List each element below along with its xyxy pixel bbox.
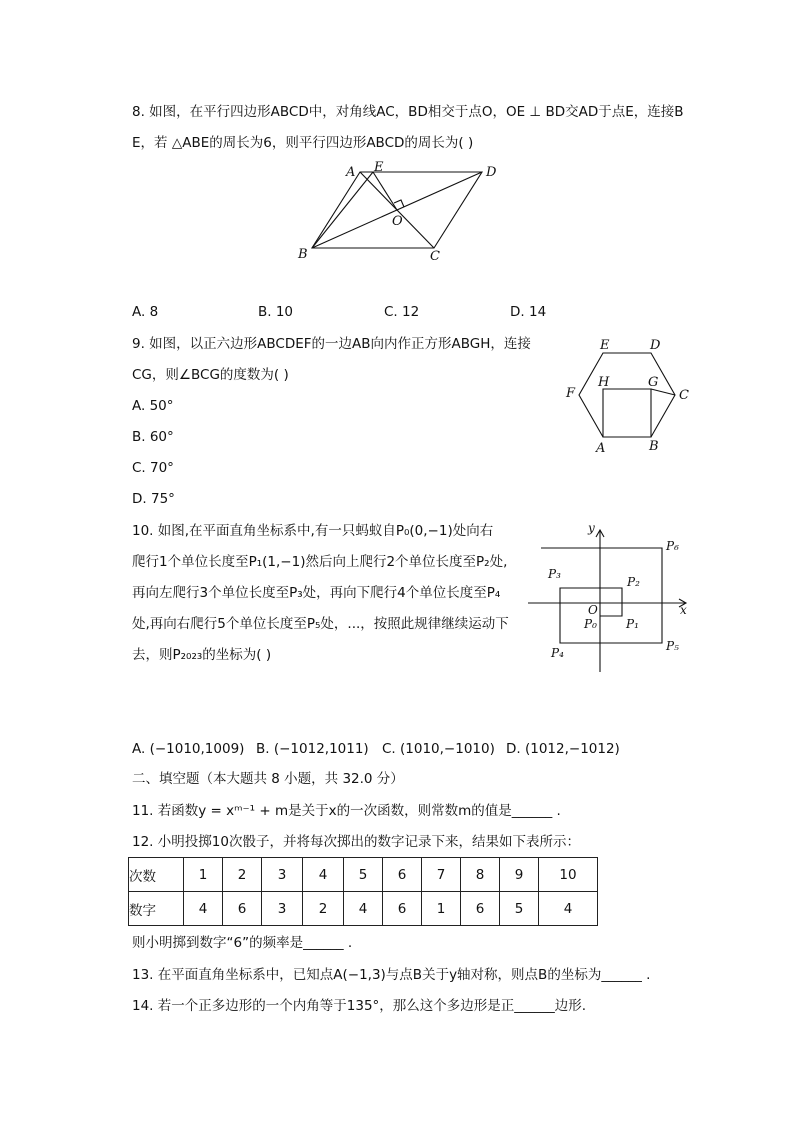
table-cell: 4 xyxy=(539,892,598,926)
table-cell: 1 xyxy=(184,858,223,892)
q11-text: 11. 若函数y = xᵐ⁻¹ + m是关于x的一次函数，则常数m的值是______ . xyxy=(132,803,561,819)
q10-label-p3: P₃ xyxy=(548,567,561,581)
q9-label-e: E xyxy=(600,338,610,353)
q10-label-o: O xyxy=(588,603,598,617)
q8-option-c: C. 12 xyxy=(384,304,420,320)
q8-option-d: D. 14 xyxy=(510,304,547,320)
q9-label-h: H xyxy=(598,375,610,390)
q9-option-a: A. 50° xyxy=(132,398,174,414)
q13-text: 13. 在平面直角坐标系中，已知点A(−1,3)与点B关于y轴对称，则点B的坐标为______ . xyxy=(132,967,651,983)
q10-option-b: B. (−1012,1011) xyxy=(256,741,369,757)
table-cell: 5 xyxy=(500,892,539,926)
q10-label-p2: P₂ xyxy=(627,575,640,589)
q8-option-a: A. 8 xyxy=(132,304,159,320)
q9-option-d: D. 75° xyxy=(132,491,175,507)
table-cell: 10 xyxy=(539,858,598,892)
q10-label-p6: P₆ xyxy=(666,539,679,553)
table-cell: 6 xyxy=(383,858,422,892)
q9-label-f: F xyxy=(566,386,576,401)
q10-option-a: A. (−1010,1009) xyxy=(132,741,245,757)
q8-label-b: B xyxy=(298,247,308,262)
q12-stem: 12. 小明投掷10次骰子，并将每次掷出的数字记录下来，结果如下表所示： xyxy=(132,834,580,850)
q10-label-x: x xyxy=(680,603,687,617)
table-cell: 3 xyxy=(262,858,303,892)
table-row xyxy=(129,892,598,926)
q8-segment-oe xyxy=(373,172,397,210)
q9-line-1: 9. 如图，以正六边形ABCDEF的一边AB向内作正方形ABGH，连接 xyxy=(132,336,531,352)
q10-label-p0: P₀ xyxy=(584,617,597,631)
table-cell: 6 xyxy=(383,892,422,926)
q10-label-p1: P₁ xyxy=(626,617,639,631)
table-row xyxy=(129,858,598,892)
q9-label-a: A xyxy=(596,441,606,456)
table-cell: 4 xyxy=(344,892,383,926)
q9-label-c: C xyxy=(679,388,689,403)
q8-label-e: E xyxy=(374,160,384,175)
table-cell: 9 xyxy=(500,858,539,892)
q14-text: 14. 若一个正多边形的一个内角等于135°，那么这个多边形是正______边形. xyxy=(132,998,587,1014)
q9-label-g: G xyxy=(648,375,659,390)
q10-spiral-path xyxy=(541,548,662,643)
table-cell: 8 xyxy=(461,858,500,892)
q12-table xyxy=(128,857,598,926)
table-cell: 4 xyxy=(184,892,223,926)
q9-hexagon xyxy=(579,353,675,437)
q8-option-b: B. 10 xyxy=(258,304,294,320)
q10-label-p5: P₅ xyxy=(666,639,679,653)
table-cell: 1 xyxy=(422,892,461,926)
q10-option-d: D. (1012,−1012) xyxy=(506,741,620,757)
q9-label-b: B xyxy=(649,439,659,454)
q8-line-1: 8. 如图，在平行四边形ABCD中，对角线AC，BD相交于点O，OE ⊥ BD交AD于点E，连接B xyxy=(132,104,684,120)
table-header-cell: 数字 xyxy=(129,892,184,926)
q9-line-2: CG，则∠BCG的度数为( ) xyxy=(132,367,289,383)
q9-option-c: C. 70° xyxy=(132,460,174,476)
table-cell: 7 xyxy=(422,858,461,892)
table-cell: 5 xyxy=(344,858,383,892)
table-cell: 2 xyxy=(303,892,344,926)
table-cell: 3 xyxy=(262,892,303,926)
q8-label-c: C xyxy=(430,249,440,264)
q10-label-y: y xyxy=(588,521,595,535)
table-cell: 4 xyxy=(303,858,344,892)
table-cell: 6 xyxy=(461,892,500,926)
q12-after-text: 则小明掷到数字“6”的频率是______ . xyxy=(132,935,353,951)
q10-line-1: 10. 如图,在平面直角坐标系中,有一只蚂蚁自P₀(0,−1)处向右 xyxy=(132,523,494,539)
section-2-heading: 二、填空题（本大题共 8 小题，共 32.0 分） xyxy=(132,771,404,787)
q8-segment-be xyxy=(312,172,373,248)
q10-line-4: 处,再向右爬行5个单位长度至P₅处，...，按照此规律继续运动下 xyxy=(132,616,509,632)
table-cell: 2 xyxy=(223,858,262,892)
q10-label-p4: P₄ xyxy=(551,646,564,660)
table-cell: 6 xyxy=(223,892,262,926)
q9-option-b: B. 60° xyxy=(132,429,174,445)
q10-line-2: 爬行1个单位长度至P₁(1,−1)然后向上爬行2个单位长度至P₂处, xyxy=(132,554,508,570)
q8-right-angle-mark xyxy=(394,200,404,207)
q10-line-5: 去，则P₂₀₂₃的坐标为( ) xyxy=(132,647,272,663)
table-header-cell: 次数 xyxy=(129,858,184,892)
q8-label-d: D xyxy=(486,165,497,180)
q10-option-c: C. (1010,−1010) xyxy=(382,741,495,757)
q10-line-3: 再向左爬行3个单位长度至P₃处，再向下爬行4个单位长度至P₄ xyxy=(132,585,501,601)
q8-label-o: O xyxy=(392,214,403,229)
q8-line-2: E，若 △ABE的周长为6，则平行四边形ABCD的周长为( ) xyxy=(132,135,474,151)
q8-label-a: A xyxy=(346,165,356,180)
q9-square xyxy=(603,389,651,437)
q9-label-d: D xyxy=(650,338,661,353)
